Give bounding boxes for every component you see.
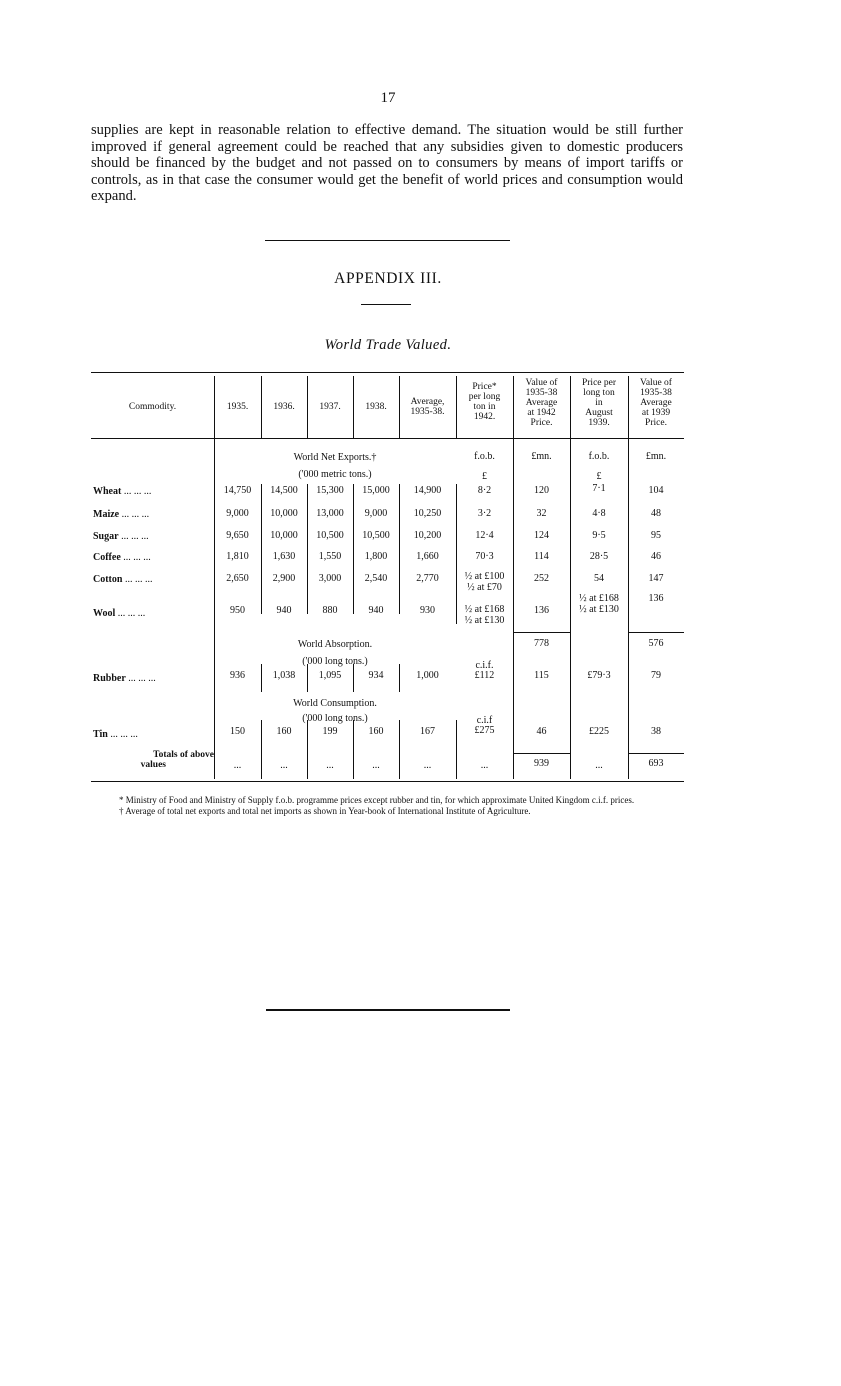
table-cell: ... [233, 760, 242, 771]
table-cell: 1,550 [318, 551, 342, 562]
header-1935: 1935. [226, 402, 249, 412]
table-cell: 114 [534, 551, 549, 562]
table-cell: 950 [230, 605, 245, 616]
table-cell: ... [480, 760, 489, 771]
table-cell: 3·2 [477, 508, 492, 519]
header-1938: 1938. [365, 402, 387, 412]
header-1936: 1936. [273, 402, 295, 412]
table-cell: 1,800 [364, 551, 388, 562]
table-cell: 10,000 [270, 508, 298, 519]
table-cell: ½ at £168 ½ at £130 [464, 604, 505, 626]
table-cell: 2,650 [226, 573, 249, 584]
table-cell: £79·3 [587, 670, 611, 681]
table-cell: c.i.f [476, 715, 493, 726]
footnote: † Average of total net exports and total net imports as shown in Year-book of International Institute of Agriculture. [119, 805, 531, 816]
table-cell: 14,500 [270, 485, 298, 496]
section-absorption: World Absorption. [297, 639, 373, 650]
table-cell: 252 [534, 573, 549, 584]
intro-paragraph: supplies are kept in reasonable relation to effective demand. The situation would be still further improved if general agreement could be reached that any subsidies given to domestic producers should be financed by the budget and not passed on to consumers by means of import tariffs or controls, as in that case the consumer would get the benefit of world prices and consumption would expand. [91, 122, 683, 204]
column-rule [307, 484, 308, 614]
table-cell: 8·2 [477, 485, 492, 496]
header-value-1939: Value of 1935-38 Average at 1939 Price. [640, 378, 672, 428]
section-consumption: World Consumption. [293, 698, 377, 709]
table-cell: 10,500 [316, 530, 344, 541]
table-row-label: Cotton ... ... ... [93, 574, 153, 585]
column-rule [353, 484, 354, 614]
table-cell: 79 [651, 670, 661, 681]
table-cell: 2,900 [272, 573, 296, 584]
table-bottom-rule [91, 781, 684, 782]
table-cell: 120 [534, 485, 549, 496]
table-cell: 32 [536, 508, 547, 519]
header-price-1939: Price per long ton in August 1939. [581, 378, 617, 428]
table-cell: 1,095 [318, 670, 342, 681]
table-cell: 9·5 [592, 530, 606, 541]
unit-value-1939: £mn. [645, 451, 667, 462]
table-cell: 54 [594, 573, 604, 584]
table-cell: 9,000 [226, 508, 249, 519]
end-rule [266, 1009, 510, 1011]
table-cell: £275 [474, 725, 495, 736]
table-cell: 2,770 [416, 573, 439, 584]
table-cell: c.i.f. [475, 660, 494, 671]
header-price-1942: Price* per long ton in 1942. [468, 382, 501, 422]
table-cell: 38 [651, 726, 661, 737]
section-net-exports: World Net Exports.† [293, 452, 377, 463]
section-net-exports-unit: ('000 metric tons.) [298, 469, 372, 480]
table-cell: 160 [368, 726, 384, 737]
table-cell: 4·8 [592, 508, 606, 519]
table-row-label: Tin ... ... ... [93, 729, 138, 740]
total-rule [513, 753, 570, 754]
header-commodity: Commodity. [128, 402, 177, 412]
unit-value-1942: £mn. [531, 451, 552, 462]
table-cell: 46 [536, 726, 547, 737]
table-cell: ½ at £100 ½ at £70 [464, 571, 505, 593]
table-row-label: Sugar ... ... ... [93, 531, 149, 542]
currency-price-1942: £ [482, 471, 487, 482]
appendix-title: APPENDIX III. [334, 270, 442, 287]
header-value-1942: Value of 1935-38 Average at 1942 Price. [525, 378, 558, 428]
table-cell: 150 [230, 726, 245, 737]
header-average: Average, 1935-38. [410, 397, 445, 417]
table-cell: 15,000 [362, 485, 390, 496]
page-number: 17 [380, 90, 396, 106]
table-cell: ... [326, 760, 334, 771]
table-cell: ... [280, 760, 288, 771]
table-cell: 12·4 [475, 530, 494, 541]
table-cell: 934 [368, 670, 384, 681]
total-rule [628, 753, 684, 754]
table-cell: 136 [648, 593, 664, 604]
table-cell: 940 [276, 605, 292, 616]
unit-price-1942: f.o.b. [474, 451, 495, 462]
table-row-label: Wool ... ... ... [93, 608, 146, 619]
table-cell: 1,000 [416, 670, 439, 681]
table-cell: £112 [474, 670, 495, 681]
table-cell: 10,000 [270, 530, 298, 541]
table-cell: 2,540 [364, 573, 388, 584]
table-cell: 13,000 [316, 508, 344, 519]
table-cell: 115 [534, 670, 549, 681]
table-cell: 167 [420, 726, 435, 737]
header-bottom-rule [91, 438, 684, 439]
table-row-label: Rubber ... ... ... [93, 673, 156, 684]
table-cell: 9,000 [364, 508, 388, 519]
footnote: * Ministry of Food and Ministry of Supply f.o.b. programme prices except rubber and tin, for which approximate United Kingdom c.i.f. prices. [119, 795, 635, 805]
table-title: World Trade Valued. [324, 337, 452, 353]
table-cell: 1,660 [416, 551, 439, 562]
table-cell: 10,500 [362, 530, 390, 541]
table-row-label: Wheat ... ... ... [93, 486, 152, 497]
unit-price-1939: f.o.b. [588, 451, 610, 462]
table-cell: 147 [648, 573, 664, 584]
table-cell: 15,300 [316, 485, 344, 496]
totals-label: Totals of above values [140, 750, 214, 770]
table-row-label: Maize ... ... ... [93, 509, 150, 520]
table-cell: 70·3 [475, 551, 494, 562]
table-cell: 936 [230, 670, 245, 681]
subtotal-value-1939: 576 [648, 638, 664, 649]
table-cell: 880 [322, 605, 338, 616]
table-cell: 104 [648, 485, 664, 496]
table-cell: 28·5 [589, 551, 609, 562]
table-cell: 9,650 [226, 530, 249, 541]
total-value-1942: 939 [534, 758, 549, 769]
section-consumption-unit: ('000 long tons.) [302, 713, 368, 724]
table-cell: 46 [651, 551, 661, 562]
table-cell: 48 [651, 508, 661, 519]
table-row-label: Coffee ... ... ... [93, 552, 151, 563]
table-cell: 7·1 [592, 483, 606, 494]
table-cell: 199 [322, 726, 338, 737]
table-cell: 1,810 [226, 551, 249, 562]
table-cell: 930 [420, 605, 435, 616]
table-cell: 136 [534, 605, 549, 616]
footnotes [91, 795, 687, 816]
table-cell: 10,200 [413, 530, 442, 541]
table-cell: 3,000 [318, 573, 342, 584]
total-value-1939: 693 [648, 758, 664, 769]
table-cell: 124 [534, 530, 549, 541]
table-cell: ... [372, 760, 380, 771]
table-cell: ... [595, 760, 603, 771]
table-cell: ½ at £168 ½ at £130 [579, 593, 619, 615]
subtotal-rule [628, 632, 684, 633]
header-1937: 1937. [319, 402, 341, 412]
table-cell: 940 [368, 605, 384, 616]
subtotal-rule [513, 632, 570, 633]
subtotal-value-1942: 778 [534, 638, 549, 649]
table-cell: 14,900 [413, 485, 442, 496]
table-cell: 95 [651, 530, 661, 541]
table-cell: £225 [589, 726, 609, 737]
column-rule [399, 484, 400, 614]
column-rule [261, 484, 262, 614]
table-cell: 10,250 [413, 508, 442, 519]
section-absorption-unit: ('000 long tons.) [302, 656, 368, 667]
table-cell: 14,750 [223, 485, 252, 496]
currency-price-1939: £ [596, 471, 602, 482]
table-cell: 1,038 [272, 670, 296, 681]
table-cell: ... [423, 760, 432, 771]
table-cell: 160 [276, 726, 292, 737]
table-cell: 1,630 [272, 551, 296, 562]
table-top-rule [91, 372, 684, 373]
